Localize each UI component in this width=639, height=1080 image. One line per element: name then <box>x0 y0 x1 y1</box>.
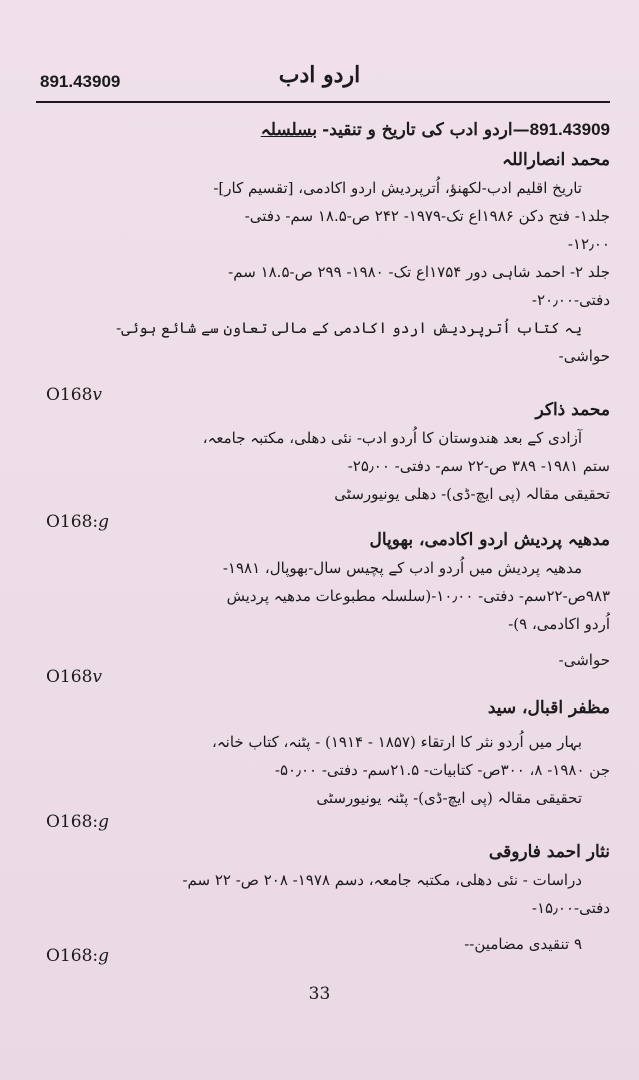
section-heading <box>36 116 610 144</box>
entry-author: مدھیہ پردیش اردو اکادمی، بھوپال <box>369 530 610 550</box>
entry <box>36 694 610 812</box>
section-suffix: بسلسلہ <box>260 120 318 140</box>
entry-line: ستم ۱۹۸۱- ۳۸۹ ص-۲۲ سم- دفتی- ۲۵٫۰۰- <box>347 457 610 475</box>
entry-line: دفتی-۱۵٫۰۰- <box>531 899 610 917</box>
entry-line: ۱۲٫۰۰- <box>567 235 610 253</box>
entry-line: دفتی-۲۰٫۰۰- <box>531 291 610 309</box>
entry-line: دراسات - نئی دهلی، مکتبہ جامعہ، دسم ۱۹۷۸- ۲۰۸ ص- ۲۲ سم- <box>182 871 582 889</box>
entry-line: تحقیقی مقالہ (پی ایچ-ڈی)- دهلی یونیورسٹی <box>334 485 610 503</box>
entry <box>36 838 610 958</box>
entry-line: تاریخ اقلیم ادب-لکھنؤ، اُترپردیش اردو اکادمی، [تقسیم کار]- <box>213 179 582 197</box>
page-number: 33 <box>308 984 331 1004</box>
entry <box>36 396 610 508</box>
section-title: —اردو ادب کی تاریخ و تنقید- <box>322 120 530 140</box>
entry-line: تحقیقی مقالہ (پی ایچ-ڈی)- پٹنہ یونیورسٹی <box>316 789 582 807</box>
entry-line: آزادی کے بعد هندوستان کا اُردو ادب- نئی دهلی، مکتبہ جامعہ، <box>202 429 582 447</box>
entry-author: نثار احمد فاروقی <box>488 842 610 862</box>
call-number: O168:g <box>46 512 110 532</box>
entry-line: حواشی- <box>558 347 610 365</box>
entry-line: ۹ تنقیدی مضامین-- <box>464 935 582 953</box>
entry-line: حواشی- <box>558 651 610 669</box>
entry-author: مظفر اقبال، سید <box>487 698 610 718</box>
entry-line: ۹۸۳ص-۲۲سم- دفتی- ۱۰٫۰۰-(سلسلہ مطبوعات مدھیہ پردیش <box>226 587 610 605</box>
entry-line: یہ کتاب اُترپردیش اردو اکادمی کے مالی تعاون سے شائع ہوئی- <box>116 319 582 337</box>
call-number: O168v <box>46 667 102 687</box>
header-title: اردو ادب <box>278 62 361 88</box>
header-rule <box>36 101 610 103</box>
entry-author: محمد ذاکر <box>535 400 610 420</box>
header-class-number: 891.43909 <box>40 72 121 91</box>
entry <box>36 146 610 370</box>
entry-author: محمد انصاراللہ <box>502 150 610 170</box>
entry-line: جن ۱۹۸۰- ۸، ۳۰۰ص- کتابیات- ۲۱.۵سم- دفتی- ۵۰٫۰۰- <box>274 761 610 779</box>
call-number: O168:g <box>46 946 110 966</box>
entry <box>36 526 610 674</box>
call-number: O168:g <box>46 812 110 832</box>
call-number: O168v <box>46 385 102 405</box>
entry-line: مدھیہ پردیش میں اُردو ادب کے پچیس سال-بھوپال، ۱۹۸۱- <box>222 559 582 577</box>
entry-line: جلد۱- فتح دکن ۱۹۸۶اع تک-۱۹۷۹- ۲۴۲ ص-۱۸.۵ سم- دفتی- <box>244 207 610 225</box>
entry-line: جلد ۲- احمد شاہی دور ۱۷۵۴اع تک- ۱۹۸۰- ۲۹۹ ص-۱۸.۵ سم- <box>228 263 610 281</box>
section-class-number: 891.43909 <box>529 120 610 139</box>
entry-line: اُردو اکادمی، ۹)- <box>508 615 610 633</box>
entry-line: بہار میں اُردو نثر کا ارتقاء (۱۸۵۷ - ۱۹۱۴) - پٹنہ، کتاب خانہ، <box>212 733 582 751</box>
